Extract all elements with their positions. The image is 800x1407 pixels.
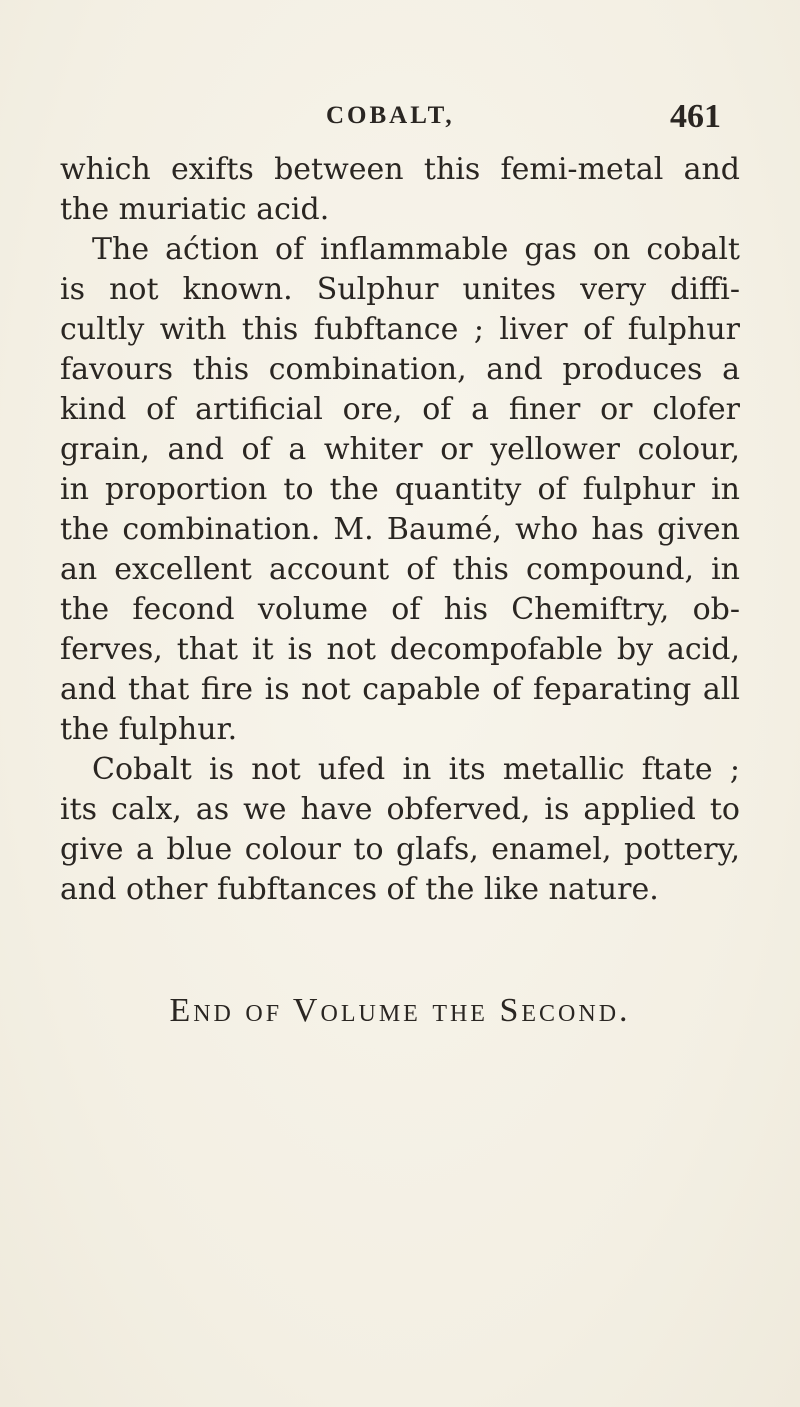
text-line: give a blue colour to glafs, enamel, pottery, <box>60 832 740 867</box>
text-line: kind of artificial ore, of a finer or clofer <box>60 392 740 427</box>
text-line: favours this combination, and produces a <box>60 352 740 387</box>
running-head <box>0 98 800 148</box>
text-line: ferves, that it is not decompofable by acid, <box>60 632 740 667</box>
text-line: and other fubftances of the like nature. <box>60 872 659 907</box>
text-line: is not known. Sulphur unites very diffi- <box>60 272 740 307</box>
text-line: the combination. M. Baumé, who has given <box>60 512 740 547</box>
text-line: grain, and of a whiter or yellower colour, <box>60 432 740 467</box>
text-line: cultly with this fubftance ; liver of fulphur <box>60 312 740 347</box>
end-of-volume-colophon: End of Volume the Second. <box>169 992 631 1029</box>
text-line: The aćtion of inflammable gas on cobalt <box>92 232 740 267</box>
text-line: Cobalt is not ufed in its metallic ftate ; <box>92 752 740 787</box>
body-text <box>60 150 740 910</box>
text-line: and that fire is not capable of feparating all <box>60 672 740 707</box>
text-line: the fecond volume of his Chemiftry, ob- <box>60 592 740 627</box>
text-line: its calx, as we have obferved, is applied to <box>60 792 740 827</box>
text-line: an excellent account of this compound, in <box>60 552 740 587</box>
text-line: in proportion to the quantity of fulphur in <box>60 472 740 507</box>
page-number: 461 <box>670 98 721 135</box>
text-line: which exifts between this femi-metal and <box>60 152 740 187</box>
text-line: the fulphur. <box>60 712 238 747</box>
text-line: the muriatic acid. <box>60 192 330 227</box>
running-title: COBALT, <box>326 102 455 129</box>
